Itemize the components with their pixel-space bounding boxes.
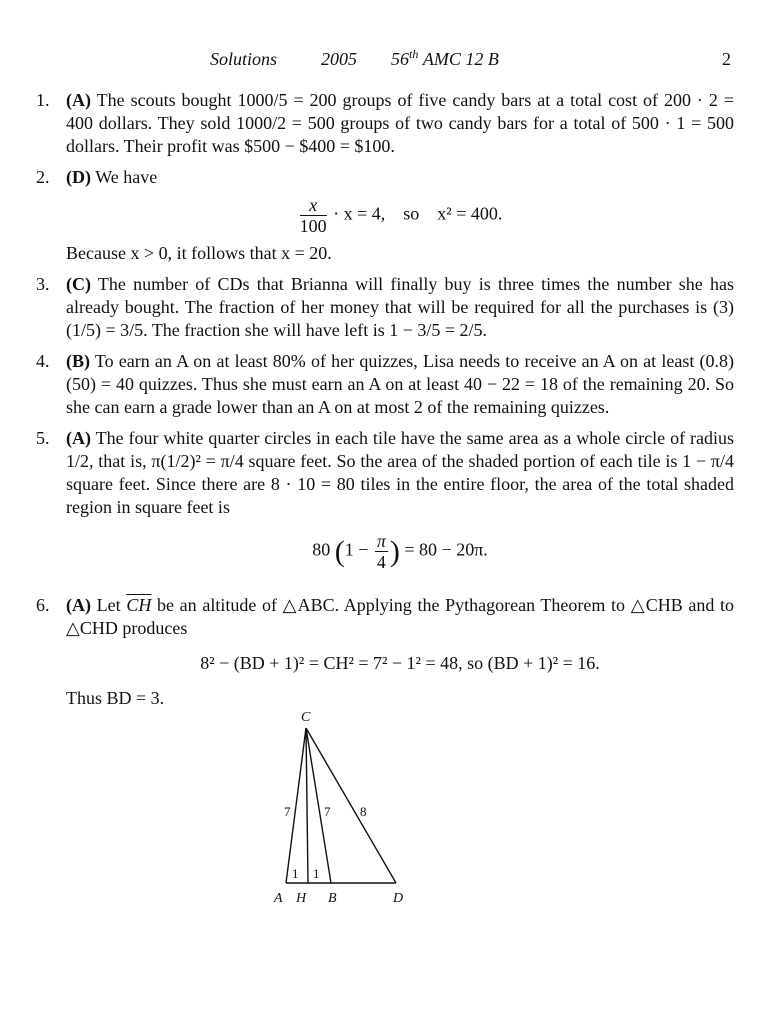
solution-conclusion: Thus BD = 3.: [66, 688, 165, 708]
solution-text: The four white quarter circles in each tile have the same area as a whole circle of radius 1/2, that is, π(1/2)² = π/4 square feet. So the area of the shaded portion of each tile is 1 − π/4 square feet. Since there are 8 · 10 = 80 tiles in the entire floor, the area of the total shaded region in square feet is: [66, 428, 734, 517]
solution-answer: (C): [66, 274, 91, 294]
solution-answer: (A): [66, 595, 91, 615]
side-label-ca: 7: [284, 804, 291, 819]
side-label-hb: 1: [313, 866, 320, 881]
vertex-label-a: A: [274, 891, 283, 906]
triangle-figure: [66, 710, 734, 910]
fraction: [300, 195, 327, 236]
header-year: 2005: [321, 49, 357, 69]
solution-conclusion: Because x > 0, it follows that x = 20.: [66, 243, 332, 263]
solution-body: [66, 273, 734, 342]
vertex-label-d: D: [393, 891, 404, 906]
side-label-ah: 1: [292, 866, 299, 881]
equation-so: so: [403, 203, 420, 224]
solution-text-b: be an altitude of △ABC. Applying the Pythagorean Theorem to △CHB and to △CHD produces: [66, 595, 735, 638]
equation-middle: · x = 4,: [333, 203, 386, 224]
display-equation: 8² − (BD + 1)² = CH² = 7² − 1² = 48, so (BD + 1)² = 16.: [200, 653, 600, 673]
header-contest-prefix: 56: [391, 49, 409, 69]
solution-number: 4.: [36, 351, 50, 371]
equation-inner-left: 1 −: [344, 539, 369, 560]
solution-2: [36, 166, 734, 265]
side-label-cb: 7: [324, 804, 331, 819]
solution-number: 5.: [36, 428, 50, 448]
equation-right: = 80 − 20π.: [404, 539, 488, 560]
solution-number: 1.: [36, 90, 50, 110]
solution-body: [66, 166, 734, 265]
solution-number: 2.: [36, 167, 50, 187]
solution-answer: (A): [66, 90, 91, 110]
solution-answer: (D): [66, 167, 91, 187]
solution-number: 3.: [36, 274, 50, 294]
header-contest-sup: th: [409, 47, 419, 61]
equation-right: x² = 400.: [437, 203, 503, 224]
left-paren: (: [334, 535, 345, 568]
solution-body: [66, 89, 734, 158]
header-contest: [391, 48, 499, 71]
side-label-cd: 8: [360, 804, 367, 819]
solution-3: [36, 273, 734, 342]
equation-left: 80: [312, 539, 331, 560]
display-equation: [66, 531, 734, 572]
vertex-label-c: C: [301, 710, 311, 725]
solution-body: [66, 350, 734, 419]
fraction-numerator: π: [376, 531, 386, 551]
solution-6: [36, 594, 734, 910]
solution-body: [66, 594, 734, 910]
solution-number: 6.: [36, 595, 50, 615]
solution-text: The scouts bought 1000/5 = 200 groups of five candy bars at a total cost of 200 · 2 = 400 dollars. They sold 1000/2 = 500 groups of two candy bars for a total of 500 · 1 = 500 dollars. Their profit was $500 − $400 = $100.: [66, 90, 734, 156]
solution-intro: We have: [95, 167, 158, 187]
solution-text-a: Let: [96, 595, 121, 615]
header-contest-name: AMC 12 B: [422, 49, 499, 69]
solution-answer: (A): [66, 428, 91, 448]
solution-5: [36, 427, 734, 586]
fraction-denominator: 4: [376, 552, 386, 572]
vertex-label-h: H: [296, 891, 307, 906]
solutions-list: [36, 89, 734, 918]
segment-ch: $\overline{CH}$: [126, 595, 152, 615]
solution-text: To earn an A on at least 80% of her quizzes, Lisa needs to receive an A on at least (0.8)(50) = 40 quizzes. Thus she must earn an A on at least 40 − 22 = 18 of the remaining 20. So she can earn a grade lower than an A on at most 2 of the remaining quizzes.: [66, 351, 734, 417]
solution-4: [36, 350, 734, 419]
header-title: Solutions: [210, 49, 278, 69]
page-header: [0, 48, 768, 72]
solution-text: The number of CDs that Brianna will finally buy is three times the number she has already bought. The fraction of her money that will be required for all the purchases is (3)(1/5) = 3/5. The fraction she will have left is 1 − 3/5 = 2/5.: [66, 274, 734, 340]
vertex-label-b: B: [328, 891, 337, 906]
fraction-denominator: 100: [299, 216, 327, 236]
segment-ch-line: [306, 728, 308, 883]
triangle-diagram: [66, 710, 734, 910]
fraction-numerator: x: [300, 195, 327, 216]
fraction: [375, 531, 388, 572]
solution-1: [36, 89, 734, 158]
right-paren: ): [389, 535, 400, 568]
segment-cd: [306, 728, 396, 883]
display-equation: [66, 195, 734, 236]
page-number: 2: [722, 49, 731, 69]
solution-body: [66, 427, 734, 586]
solution-answer: (B): [66, 351, 90, 371]
